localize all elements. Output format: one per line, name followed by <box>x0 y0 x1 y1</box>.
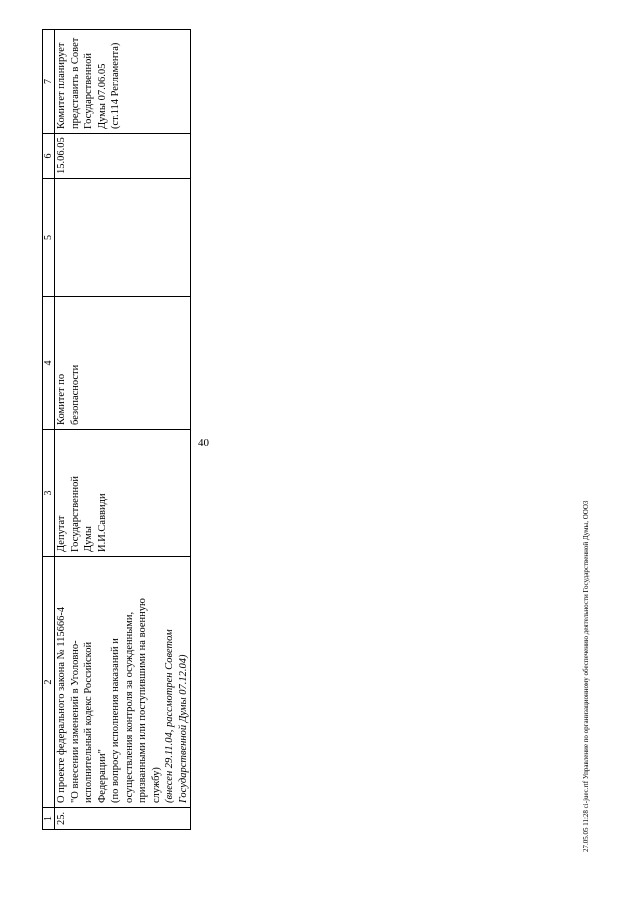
bill-line: Федерации" <box>96 749 108 803</box>
footer-text: 27.05.05 11:28 ci-juec.rtf Управление по организационному обеспечению деятельности Государственной Думы, ООО3 <box>582 500 590 852</box>
table-header-row <box>43 30 55 830</box>
bill-line: призванными или поступившими на военную <box>137 598 148 803</box>
header-cell-5: 5 <box>43 179 55 297</box>
header-cell-3: 3 <box>43 430 55 557</box>
note-line: Комитет планирует <box>56 42 67 129</box>
note-line: (ст.114 Регламента) <box>110 42 121 129</box>
table-row <box>55 30 191 830</box>
page-number: 40 <box>198 437 209 449</box>
bill-line: осуществления контроля за осужденными, <box>123 611 135 803</box>
bill-line: службу) <box>150 767 162 803</box>
note-line: представить в Совет <box>69 37 81 129</box>
row-number: 25. <box>55 808 191 830</box>
date-cell: 15.06.05 <box>55 134 191 179</box>
note-cell <box>55 30 191 134</box>
committee-line: безопасности <box>69 364 81 425</box>
author-line: Депутат <box>56 515 67 552</box>
bill-line: исполнительный кодекс Российской <box>83 641 94 803</box>
committee-line: Комитет по <box>56 373 67 425</box>
bill-description <box>55 557 191 808</box>
author-line: Думы <box>83 526 94 552</box>
bill-line: "О внесении изменений в Уголовно- <box>69 640 81 803</box>
note-line: Государственной <box>83 53 94 129</box>
header-cell-4: 4 <box>43 297 55 430</box>
bills-table <box>42 30 187 830</box>
bill-status-line: (внесен 29.11.04, рассмотрен Советом <box>164 629 175 803</box>
bill-line: О проекте федерального закона № 115666-4 <box>56 606 67 803</box>
bill-status-line: Государственной Думы 07.12.04) <box>177 654 189 803</box>
header-cell-6: 6 <box>43 134 55 179</box>
note-line: Думы 07.06.05 <box>96 63 108 129</box>
column-5-cell <box>55 179 191 297</box>
author-cell <box>55 430 191 557</box>
committee-cell <box>55 297 191 430</box>
header-cell-2: 2 <box>43 557 55 808</box>
author-line: И.И.Саввиди <box>96 493 108 552</box>
author-line: Государственной <box>69 476 81 552</box>
header-cell-7: 7 <box>43 30 55 134</box>
bill-line: (по вопросу исполнения наказаний и <box>110 638 121 803</box>
header-cell-1: 1 <box>43 808 55 830</box>
